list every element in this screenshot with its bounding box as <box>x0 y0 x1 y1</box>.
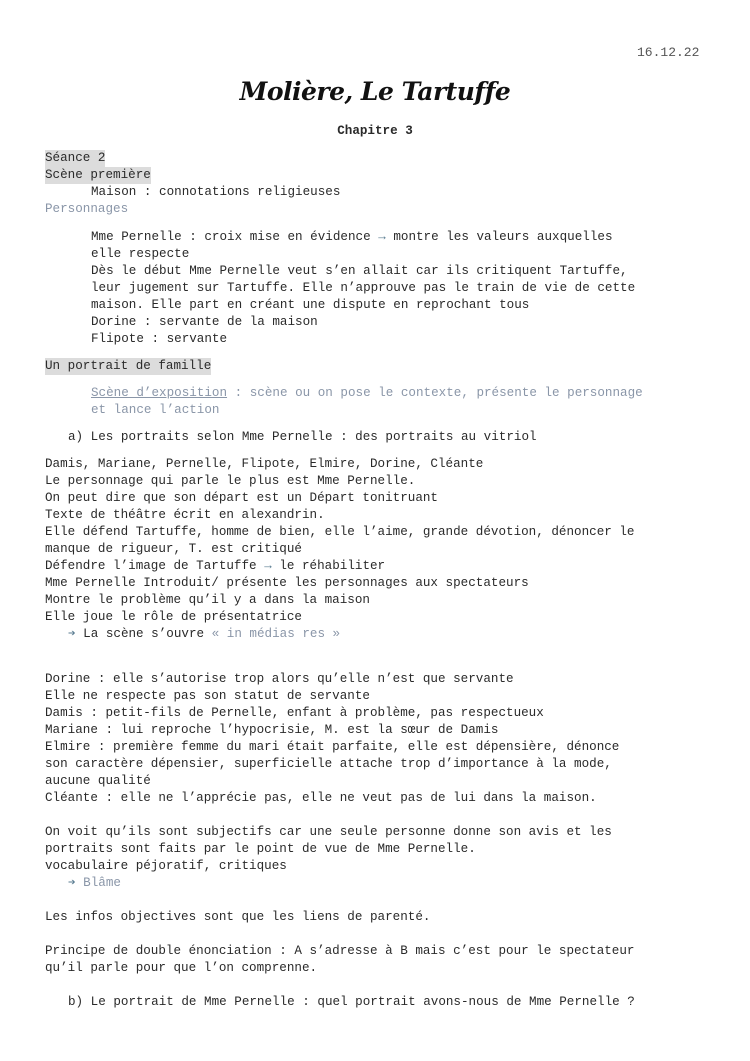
section-a-heading: a) Les portraits selon Mme Pernelle : des portraits au vitriol <box>68 430 537 444</box>
personnages-line: elle respecte <box>91 247 190 261</box>
personnages-line-text: montre les valeurs auxquelles <box>393 230 613 244</box>
scene-ouvre-text: La scène s’ouvre <box>83 627 205 641</box>
maison-line: Maison : connotations religieuses <box>91 185 341 199</box>
seance-heading: Séance 2 <box>45 151 106 165</box>
exposition-line <box>91 385 643 402</box>
note-line: Cléante : elle ne l’apprécie pas, elle ne veut pas de lui dans la maison. <box>45 791 597 805</box>
exposition-definition: : scène ou on pose le contexte, présente le personnage <box>227 386 643 400</box>
arrow-right-icon: → <box>378 230 386 244</box>
personnages-heading: Personnages <box>45 202 129 216</box>
blame-line <box>68 875 121 892</box>
exposition-term: Scène d’exposition <box>91 386 228 400</box>
arrow-right-icon: ➔ <box>68 627 76 641</box>
note-line: Elmire : première femme du mari était parfaite, elle est dépensière, dénonce <box>45 740 620 754</box>
note-line: Elle joue le rôle de présentatrice <box>45 610 302 624</box>
note-line: Elle ne respecte pas son statut de servante <box>45 689 370 703</box>
section-b-heading: b) Le portrait de Mme Pernelle : quel portrait avons-nous de Mme Pernelle ? <box>68 995 635 1009</box>
personnages-line: Dès le début Mme Pernelle veut s’en allait car ils critiquent Tartuffe, <box>91 264 628 278</box>
page-title: Molière, Le Tartuffe <box>239 77 511 106</box>
note-line: On peut dire que son départ est un Départ tonitruant <box>45 491 438 505</box>
blame-text: Blâme <box>83 876 121 890</box>
note-line: Le personnage qui parle le plus est Mme Pernelle. <box>45 474 416 488</box>
principe-line: Principe de double énonciation : A s’adresse à B mais c’est pour le spectateur <box>45 944 635 958</box>
note-line: Elle défend Tartuffe, homme de bien, elle l’aime, grande dévotion, dénoncer le <box>45 525 635 539</box>
note-line: Mariane : lui reproche l’hypocrisie, M. est la sœur de Damis <box>45 723 499 737</box>
arrow-right-icon: ➔ <box>68 876 76 890</box>
exposition-line: et lance l’action <box>91 403 220 417</box>
principe-line: qu’il parle pour que l’on comprenne. <box>45 961 318 975</box>
personnages-line: Flipote : servante <box>91 332 228 346</box>
note-line-text: le réhabiliter <box>279 559 386 573</box>
note-line: Montre le problème qu’il y a dans la maison <box>45 593 370 607</box>
scene-ouvre-line <box>68 626 340 643</box>
note-line: son caractère dépensier, superficielle attache trop d’importance à la mode, <box>45 757 612 771</box>
note-line: manque de rigueur, T. est critiqué <box>45 542 302 556</box>
personnages-line-text: Mme Pernelle : croix mise en évidence <box>91 230 371 244</box>
note-line: portraits sont faits par le point de vue de Mme Pernelle. <box>45 842 476 856</box>
note-line: Damis : petit-fils de Pernelle, enfant à problème, pas respectueux <box>45 706 544 720</box>
note-line <box>45 558 385 575</box>
note-line: vocabulaire péjoratif, critiques <box>45 859 287 873</box>
personnages-line: maison. Elle part en créant une dispute en reprochant tous <box>91 298 530 312</box>
arrow-right-icon: → <box>264 559 272 573</box>
date: 16.12.22 <box>637 45 700 60</box>
note-line: Dorine : elle s’autorise trop alors qu’elle n’est que servante <box>45 672 514 686</box>
scene-ouvre-quote: « in médias res » <box>211 627 341 641</box>
scene-heading: Scène première <box>45 168 151 182</box>
note-line: Damis, Mariane, Pernelle, Flipote, Elmire, Dorine, Cléante <box>45 457 484 471</box>
note-line: On voit qu’ils sont subjectifs car une seule personne donne son avis et les <box>45 825 612 839</box>
personnages-line: leur jugement sur Tartuffe. Elle n’approuve pas le train de vie de cette <box>91 281 636 295</box>
personnages-line: Dorine : servante de la maison <box>91 315 318 329</box>
note-line: aucune qualité <box>45 774 151 788</box>
portrait-heading: Un portrait de famille <box>45 359 212 373</box>
chapter-heading: Chapitre 3 <box>337 124 413 138</box>
note-line-text: Défendre l’image de Tartuffe <box>45 559 257 573</box>
note-line: Texte de théâtre écrit en alexandrin. <box>45 508 325 522</box>
note-line: Mme Pernelle Introduit/ présente les personnages aux spectateurs <box>45 576 529 590</box>
infos-line: Les infos objectives sont que les liens de parenté. <box>45 910 431 924</box>
personnages-line <box>91 229 613 246</box>
